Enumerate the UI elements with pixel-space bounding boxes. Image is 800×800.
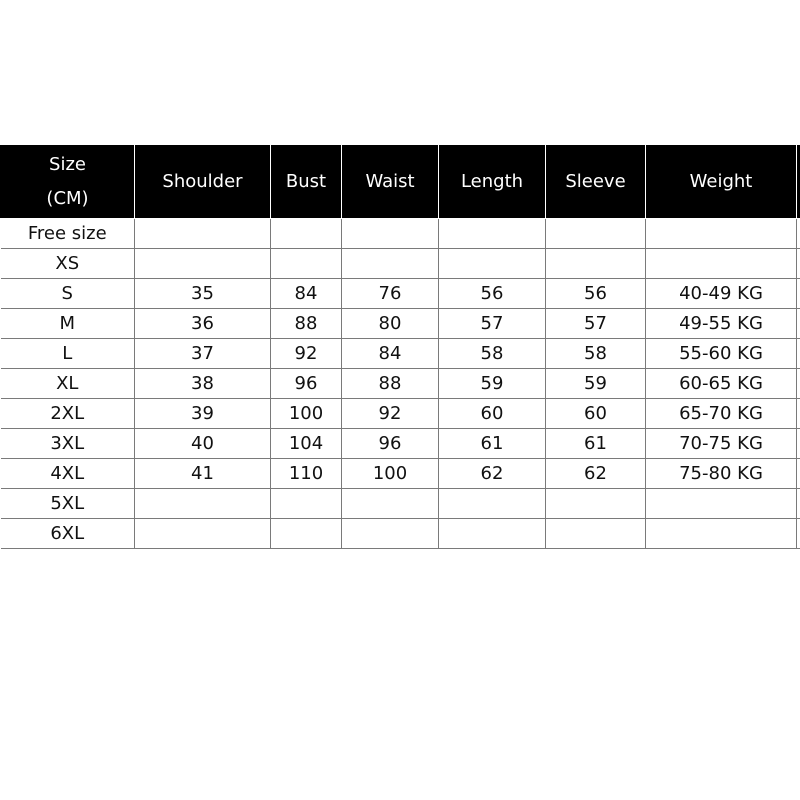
length-cell: 62 [439,459,546,489]
header-shoulder: Shoulder [135,145,271,219]
extra-cell [797,309,800,339]
sleeve-cell: 60 [546,399,646,429]
shoulder-cell: 38 [135,369,271,399]
shoulder-cell [135,519,271,549]
waist-cell: 84 [342,339,439,369]
shoulder-cell: 39 [135,399,271,429]
weight-cell: 70-75 KG [646,429,797,459]
bust-cell [271,489,342,519]
waist-cell [342,219,439,249]
table-row [1,279,800,309]
extra-cell [797,429,800,459]
shoulder-cell: 41 [135,459,271,489]
bust-cell: 104 [271,429,342,459]
sleeve-cell: 58 [546,339,646,369]
bust-cell [271,519,342,549]
size-cell: S [1,279,135,309]
table-row [1,429,800,459]
bust-cell: 100 [271,399,342,429]
extra-cell [797,279,800,309]
table-row [1,309,800,339]
length-cell: 61 [439,429,546,459]
waist-cell: 96 [342,429,439,459]
sleeve-cell: 56 [546,279,646,309]
weight-cell [646,519,797,549]
waist-cell: 100 [342,459,439,489]
size-cell: 5XL [1,489,135,519]
weight-cell: 60-65 KG [646,369,797,399]
shoulder-cell [135,249,271,279]
extra-cell [797,339,800,369]
sleeve-cell [546,219,646,249]
bust-cell: 88 [271,309,342,339]
length-cell: 56 [439,279,546,309]
shoulder-cell: 37 [135,339,271,369]
sleeve-cell: 62 [546,459,646,489]
sleeve-cell: 61 [546,429,646,459]
header-size [1,145,135,219]
table-row [1,489,800,519]
length-cell: 57 [439,309,546,339]
length-cell: 59 [439,369,546,399]
table-row [1,459,800,489]
size-cell: XS [1,249,135,279]
length-cell [439,249,546,279]
waist-cell: 92 [342,399,439,429]
extra-cell [797,369,800,399]
waist-cell: 88 [342,369,439,399]
shoulder-cell: 35 [135,279,271,309]
table-row [1,369,800,399]
extra-cell [797,489,800,519]
extra-cell [797,219,800,249]
size-cell: 6XL [1,519,135,549]
weight-cell [646,219,797,249]
table-row [1,519,800,549]
size-chart-table [0,144,800,549]
bust-cell [271,249,342,279]
bust-cell: 110 [271,459,342,489]
shoulder-cell: 36 [135,309,271,339]
waist-cell [342,249,439,279]
length-cell: 60 [439,399,546,429]
size-cell: 4XL [1,459,135,489]
sleeve-cell [546,519,646,549]
bust-cell: 84 [271,279,342,309]
size-cell: L [1,339,135,369]
header-extra [797,145,800,219]
size-cell: M [1,309,135,339]
weight-cell: 75-80 KG [646,459,797,489]
extra-cell [797,459,800,489]
header-bust: Bust [271,145,342,219]
table-row [1,399,800,429]
extra-cell [797,249,800,279]
length-cell [439,219,546,249]
waist-cell [342,519,439,549]
size-chart-body [1,219,800,549]
size-chart-header [1,145,800,219]
sleeve-cell: 59 [546,369,646,399]
size-cell: Free size [1,219,135,249]
table-row [1,219,800,249]
waist-cell [342,489,439,519]
header-size-label: Size [49,153,86,175]
weight-cell: 40-49 KG [646,279,797,309]
length-cell [439,519,546,549]
size-cell: 2XL [1,399,135,429]
size-cell: 3XL [1,429,135,459]
length-cell [439,489,546,519]
bust-cell: 96 [271,369,342,399]
shoulder-cell [135,489,271,519]
header-weight: Weight [646,145,797,219]
weight-cell: 65-70 KG [646,399,797,429]
weight-cell: 55-60 KG [646,339,797,369]
header-row [1,145,800,219]
sleeve-cell [546,489,646,519]
header-size-unit: (CM) [46,187,89,209]
header-sleeve: Sleeve [546,145,646,219]
header-waist: Waist [342,145,439,219]
waist-cell: 76 [342,279,439,309]
weight-cell [646,489,797,519]
table-row [1,339,800,369]
length-cell: 58 [439,339,546,369]
bust-cell [271,219,342,249]
shoulder-cell [135,219,271,249]
extra-cell [797,399,800,429]
extra-cell [797,519,800,549]
weight-cell [646,249,797,279]
header-length: Length [439,145,546,219]
bust-cell: 92 [271,339,342,369]
waist-cell: 80 [342,309,439,339]
sleeve-cell [546,249,646,279]
table-row [1,249,800,279]
weight-cell: 49-55 KG [646,309,797,339]
size-cell: XL [1,369,135,399]
shoulder-cell: 40 [135,429,271,459]
sleeve-cell: 57 [546,309,646,339]
